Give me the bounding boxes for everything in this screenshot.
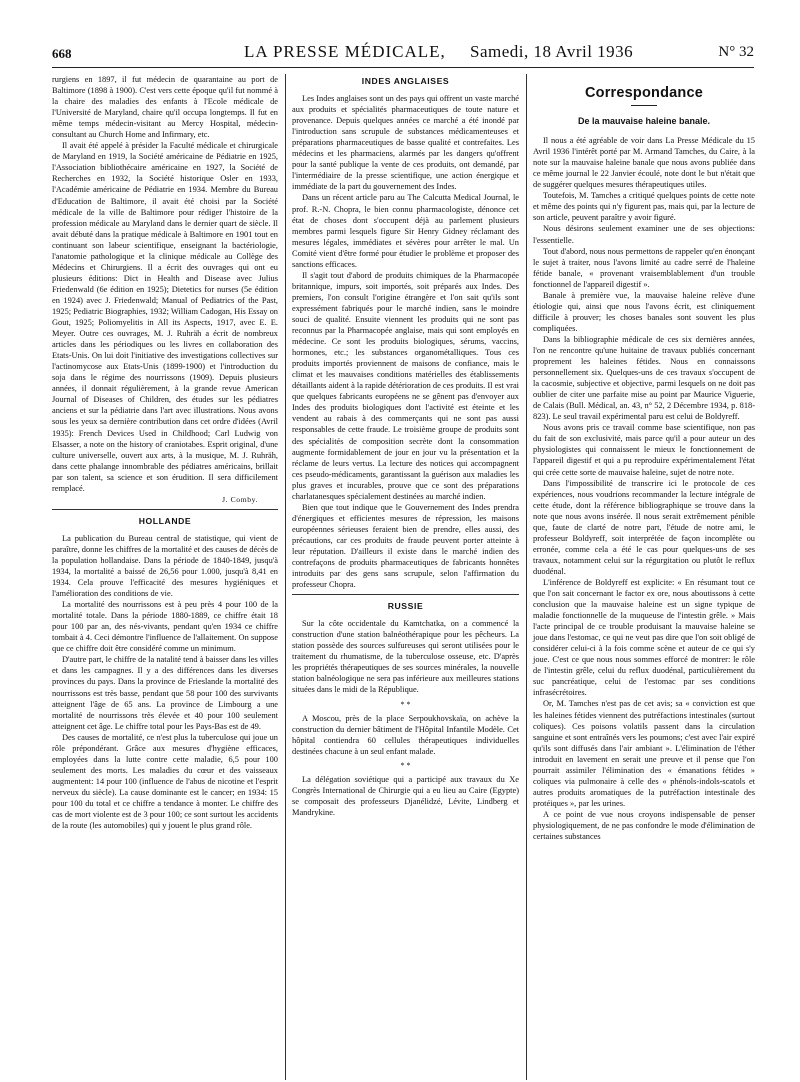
issue-date: Samedi, 18 Avril 1936 <box>470 42 634 61</box>
letter-paragraph: Dans la bibliographie médicale de ces six dernières années, l'on ne rencontre qu'une huitaine de travaux publiés concernant proprement les haleines fétides. Nous en connaissons personnellement six. Quelques-uns de ces travaux s'occupent de la cacosmie, subjective et objective, parmi lesquels on ne doit pas oublier de citer une parfaite mise au point par Maurice Viguerie, de Calais (Bull. Médical, an. 43, n° 52, 2 Décembre 1934, p. 818-823). Le seul travail expérimental paru est celui de Boldyreff. <box>533 334 755 422</box>
article-paragraph: A Moscou, près de la place Serpoukhovskaïa, on achève la construction du dernier bâtiment de l'Hôpital Infantile Modèle. Cet hôpital contiendra 60 cellules thérapeutiques individuelles destinées chacune à un seul enfant malade. <box>292 713 519 756</box>
section-heading-hollande: HOLLANDE <box>138 515 192 526</box>
letter-paragraph: Or, M. Tamches n'est pas de cet avis; sa « conviction est que les haleines fétides viennent des putréfactions intestinales (surtout coliques). Ces poisons volatils passent dans la circulation sanguine et sont entraînés vers les poumons; c'est avec l'air expiré qu'ils sont diffusés dans l'air ambiant ». L'élimination de l'éther introduit en lavement en serait une preuve et il pense que l'on pourrait assimiler l'élimination des « émanations fétides » coliques via pulmonaire à celle des « phénols-indols-scatols et autres produits aromatiques de la putréfaction intestinale des protéiques », par les urines. <box>533 699 755 808</box>
section-heading-indes: INDES ANGLAISES <box>361 76 450 86</box>
section-rule <box>292 594 519 595</box>
article-paragraph: Dans un récent article paru au The Calcutta Medical Journal, le prof. R.-N. Chopra, le bien connu pharmacologiste, dénonce cet état de choses dont s'occupent déjà au parlement plusieurs membres parmi lesquels figure Sir Henry Gidney réclamant des mesures légales, immédiates et sévères pour arrêter le mal. Un Comité vient d'être formé pour étudier le problème et proposer des sanctions efficaces. <box>292 193 519 269</box>
title-rule <box>631 105 657 106</box>
article-paragraph: La publication du Bureau central de statistique, qui vient de paraître, donne les chiffres de la mortalité et des causes de décès de la population hollandaise. Dans la période de 1840-1849, jusqu'à 1934, la mortalité a baissé de 26,56 pour 1.000, jusqu'à 8,41 en 1934. Cela prouve l'efficacité des mesures hygiéniques et l'amélioration des conditions de vie. <box>52 533 278 599</box>
article-paragraph: Il s'agit tout d'abord de produits chimiques de la Pharmacopée britannique, impurs, soit importés, soit préparés aux Indes. Des premiers, l'on consult l'origine étrangère et l'on sait qu'ils sont expressément fabriqués pour le marché indien, sans le moindre souci de qualité. Ensuite viennent les produits qui ne sont pas reconnus par la Pharmacopée anglaise, mais qui sont employés en médecine. Ce sont les produits biologiques, sérums, vaccins, hormones, etc.; les substances organométalliques. Tous ces produits importés proviennent de maisons de confiance, mais le climat et les mauvaises conditions matérielles des établissements détaillants aident à la rapide détérioration de ces produits. Il est vrai que quelques fabricants européens ne se gênent pas d'envoyer aux Indes des produits biologiques dont l'activité est éteinte et les vendent au rabais à des commerçants qui ne sont pas aussi responsables de cette fraude. Le troisième groupe de produits sont des spécialités de composition secrète dont la consommation augmente formidablement de jour en jour vu la présentation et la réclame de leurs vertus. La lecture des notices qui accompagnent ces pseudo-médicaments, garantissant la guérison aux maladies les plus graves et incurables, prouve que ce sont des préparations charlatanesques spécialement destinées au marché indien. <box>292 270 519 501</box>
article-paragraph: La mortalité des nourrissons est à peu près 4 pour 100 de la mortalité totale. Dans la période 1880-1889, ce chiffre était 18 pour 100 par an, des nés-vivants, pendant qu'en 1934 ce chiffre tombait à 4. Ceci démontre l'influence de l'allaitement. On suppose que ce chiffre doit être considéré comme un minimum. <box>52 600 278 654</box>
issue-number: N° 32 <box>718 44 754 60</box>
letter-paragraph: A ce point de vue nous croyons indispensable de penser physiologiquement, de ne pas confondre le mode d'élimination de certaines substances <box>533 809 755 842</box>
article-paragraph: Les Indes anglaises sont un des pays qui offrent un vaste marché aux produits et spécialités pharmaceutiques de toute nature et provenance. Depuis quelques années ce marché a été inondé par l'introduction sans scrupule de substances médicamenteuses et préparations pharmaceutiques de basse qualité et contrefaites. Les médecins et les pharmaciens, alarmés par les dangers qu'offrent pour la santé publique la vente de ces produits, ont demandé, par l'intermédiaire de la presse scientifique, une action énergique et immédiate de la part du gouvernement des Indes. <box>292 94 519 192</box>
letter-paragraph: Nous avons pris ce travail comme base scientifique, non pas du fait de son exclusivité, mais parce qu'il a pour auteur un des physiologistes qui connaissent le mieux le fonctionnement de l'appareil digestif et qui a pu reproduire expérimentalement l'état qui crée cette sorte de mauvaise haleine, sujet de notre note. <box>533 423 755 477</box>
column-middle <box>292 74 519 818</box>
letter-paragraph: Nous désirons seulement examiner une de ses objections: l'essentielle. <box>533 224 755 245</box>
article-paragraph: Des causes de mortalité, ce n'est plus la tuberculose qui joue un rôle prépondérant. Grâce aux mesures d'hygiène efficaces, employées dans la lutte contre cette maladie, 6,5 pour 100 seulement des morts. Les maladies du cœur et des vaisseaux augmentent: 14 pour 100 (influence de l'abus de nicotine et l'esprit nerveux du siècle). La cause dominante est le cancer; en 1934: 15 pour 100 du total et ce chiffre a tendance à monter. Le chiffre des cas de mort violente est de 3 pour 100; ce sont surtout les accidents de la route (les automobiles) qui y jouent le plus grand rôle. <box>52 732 278 831</box>
journal-title: LA PRESSE MÉDICALE, <box>244 42 446 61</box>
header-rule <box>52 67 754 68</box>
asterism-separator: * * <box>400 760 411 770</box>
article-paragraph: Sur la côte occidentale du Kamtchatka, on a commencé la construction d'une station balnéothérapique pour les pêcheurs. La station possède des sources sulfureuses qui seront utilisées pour le traitement du rhumatisme, de la tuberculose osseuse, etc. D'après les propriétés thérapeutiques de ses sources minérales, la nouvelle station balnéologique ne sera pas inférieure aux meilleures stations situées dans le midi de la République. <box>292 619 519 695</box>
correspondence-title: Correspondance <box>584 85 704 101</box>
section-heading-russie: RUSSIE <box>387 601 424 612</box>
article-paragraph: La délégation soviétique qui a participé aux travaux du Xe Congrès International de Chirurgie qui a eu lieu au Caire (Egypte) se composait des professeurs Djanélidzé, Lévite, Lindberg et Mandrykine. <box>292 774 519 817</box>
column-divider-2 <box>526 74 527 1080</box>
letter-paragraph: L'inférence de Boldyreff est explicite: « En résumant tout ce que l'on sait concernant le factor ex ore, nous aboutissons à cette conclusion que la mauvaise haleine est un signe typique de maladie fonctionnelle de la muqueuse de l'intestin grêle. » Mais l'acte principal de ce trouble produisant la mauvaise haleine se joue dans l'estomac, ce qui ne veut pas dire que l'on soit obligé de considérer celui-ci à la fois comme scène et auteur de ce qui s'y joue. C'est ce que nous nous sommes efforcé de montrer: le rôle de l'intestin grêle, celui du reflux duodénal, particulièrement du suc pancréatique, celui de l'estomac par ses conditions infrasécrétoires. <box>533 577 755 698</box>
letter-paragraph: Toutefois, M. Tamches a critiqué quelques points de cette note et même des points qui n'y figurent pas, mais qui, par la lecture de son article, peuvent paraître y avoir figuré. <box>533 191 755 223</box>
article-paragraph: Bien que tout indique que le Gouvernement des Indes prendra d'énergiques et efficientes mesures de répression, les maisons européennes sérieuses feraient bien de prendre, elles aussi, des précautions, car ces produits de fraude peuvent porter atteinte à leur réputation. D'ailleurs il existe dans le marché indien des contrefaçons de produits pharmaceutiques de fabricants honnêtes introduits par des gens sans scrupule, selon l'affirmation du professeur Chopra. <box>292 502 519 590</box>
letter-paragraph: Dans l'impossibilité de transcrire ici le protocole de ces expériences, nous voudrions recommander la lecture intégrale de cette étude, dont la référence bibliographique se trouve dans la note que nous avons insérée. Il nous serait extrêmement pénible que, faute de clarté de notre part, l'étude de notre ami, le professeur Boldyreff, soit interprétée de façon incomplète ou erronée, comme cela a été le cas pour quelques-uns de ses travaux, notamment celui sur la régurgitation ou plutôt le reflux duodénal. <box>533 478 755 576</box>
page-header <box>52 42 754 66</box>
letter-paragraph: Banale à première vue, la mauvaise haleine relève d'une étiologie qui, ainsi que nous l'avons écrit, est cliniquement difficile à prouver; les choses banales sont souvent les plus compliquées. <box>533 290 755 333</box>
correspondence-subtitle: De la mauvaise haleine banale. <box>577 116 711 127</box>
asterism-separator: * * <box>400 699 411 709</box>
page-number: 668 <box>52 46 72 61</box>
column-right <box>533 74 755 842</box>
author-signature: J. Comby. <box>222 494 258 504</box>
letter-paragraph: Tout d'abord, nous nous permettons de rappeler qu'en énonçant le sujet à traiter, nous l'avons limité au cadre serré de l'haleine fétide banale, « provenant vraisemblablement d'un trouble fonctionnel de l'appareil digestif ». <box>533 246 755 289</box>
column-divider-1 <box>285 74 286 1080</box>
letter-paragraph: Il nous a été agréable de voir dans La Presse Médicale du 15 Avril 1936 l'intérêt porté par M. Armand Tamches, du Caire, à la note sur la mauvaise haleine banale que nous avons publiée dans ce même journal le 22 Janvier écoulé, note dont le but n'était que de suggérer quelques mesures thérapeutiques utiles. <box>533 136 755 190</box>
article-paragraph: D'autre part, le chiffre de la natalité tend à baisser dans les villes et dans les campagnes. Il y a des différences dans les diverses provinces du pays. Dans la province de Frieslande la mortalité des nourrissons est très basse, pendant que 58 pour 100 des survivants atteignent l'âge de 65 ans. La province de Limbourg a une mortalité de nourrissons très élevée et 40 pour 100 seulement atteignent cet âge. Le chiffre total pour les Pays-Bas est de 49. <box>52 655 278 731</box>
obituary-paragraph: rurgiens en 1897, il fut médecin de quarantaine au port de Baltimore (1898 à 1900). C'est vers cette époque qu'il fut nommé à la chaire des maladies des enfants à l'Ecole médicale de l'Université de Maryland, chaire qu'il occupa longtemps. Il fut en même temps médecin-visitant au Mercy Hospital, médecin-consultant au Church Home and Infirmary, etc. <box>52 75 278 140</box>
section-rule <box>52 509 278 510</box>
obituary-paragraph: Il avait été appelé à présider la Faculté médicale et chirurgicale de Maryland en 1919, la Société américaine de Pédiatrie en 1925, l'Association bibliothécaire américaine en 1927, la Société de Recherches en 1932, la Société historique Osler en 1933, l'Académie américaine de Pédiatrie en 1934. Membre du Bureau d'Education de Baltimore, il avait été choisi par la Société médicale de la ville de Baltimore pour rédiger l'histoire de la profession médicale au Maryland dans le dernier quart de siècle. Il avait débuté dans la pratique médicale à Baltimore en 1901 tout en continuant son labeur scientifique, enseignant la bactériologie, l'anatomie pathologique et la clinique médicale au Collège des Médecins et Chirurgiens. Il a écrit des ouvrages qui ont eu plusieurs éditions: Dict in Health and Disease avec Julius Friedenwald (6e édition en 1925); Dietetics for nurses (5e édition en 1924) avec J. Friedenwald; Manual of Pediatrics of the Past, 1925; Pediatric Biographies, 1932; William Cadogan, His Essay on Gout, 1925; Poliomyelitis in All its Aspects, 1917, avec E. E. Meyer. Outre ces ouvrages, M. J. Ruhräh a écrit de nombreux articles dans les périodiques ou les livres en collaboration des Etats-Unis. On lui doit l'initiative des investigations collectives sur l'actinomycose aux Etats-Unis (1899-1900) et l'introduction du soja dans le régime des nourrissons (1909). Depuis plusieurs années, il donnait régulièrement, à la grande revue American Journal of Diseases of Children, des études sur les pédiatres anciens et sur la pédiatrie dans l'art avec illustrations. Nous avons sous les yeux sa dernière contribution dans cet ordre d'idées (Avril 1935): French Devices Used in Childhood; Carl Ludwig von Elsasser, a note on the history of craniotabes. Esprit original, d'une culture universelle, ouvert aux arts, à la musique, M. J. Ruhräh, dans cette phalange innombrable des pédiatres américains, brillait par son talent, sa science et son érudition. Il sera difficilement remplacé. <box>52 141 278 493</box>
column-left <box>52 74 278 831</box>
